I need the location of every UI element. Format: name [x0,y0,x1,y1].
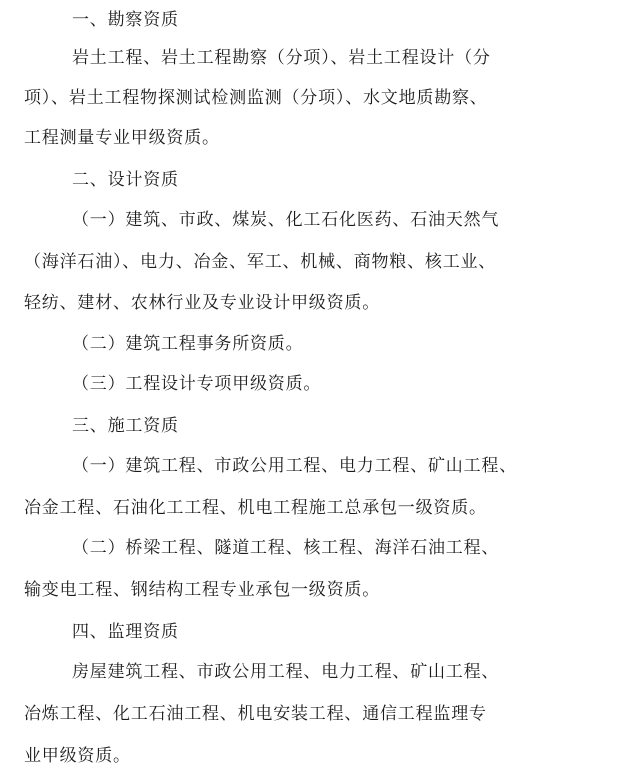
paragraph-line: （二）桥梁工程、隧道工程、核工程、海洋石油工程、 [72,538,500,558]
paragraph-line: 轻纺、建材、农林行业及专业设计甲级资质。 [24,293,380,313]
paragraph-line: 项）、岩土工程物探测试检测监测（分项）、水文地质勘察、 [24,88,488,108]
paragraph-line: （海洋石油）、电力、冶金、军工、机械、商物粮、核工业、 [24,252,497,272]
heading-construction-qualification: 三、施工资质 [72,416,179,436]
paragraph-line: （一）建筑工程、市政公用工程、电力工程、矿山工程、 [72,456,517,476]
paragraph-line: 冶炼工程、化工石油工程、机电安装工程、通信工程监理专 [24,704,487,724]
paragraph-line: 输变电工程、钢结构工程专业承包一级资质。 [24,580,380,600]
heading-design-qualification: 二、设计资质 [72,170,179,190]
paragraph-line: 岩土工程、岩土工程勘察（分项）、岩土工程设计（分 [72,48,491,68]
paragraph-line: （一）建筑、市政、煤炭、化工石化医药、石油天然气 [72,210,500,230]
paragraph-line: （二）建筑工程事务所资质。 [72,334,304,354]
paragraph-line: 冶金工程、石油化工工程、机电工程施工总承包一级资质。 [24,498,487,518]
heading-survey-qualification: 一、勘察资质 [72,10,179,30]
paragraph-line: 业甲级资质。 [24,746,131,766]
paragraph-line: 工程测量专业甲级资质。 [24,128,220,148]
paragraph-line: （三）工程设计专项甲级资质。 [72,374,322,394]
heading-supervision-qualification: 四、监理资质 [72,622,179,642]
paragraph-line: 房屋建筑工程、市政公用工程、电力工程、矿山工程、 [72,662,500,682]
